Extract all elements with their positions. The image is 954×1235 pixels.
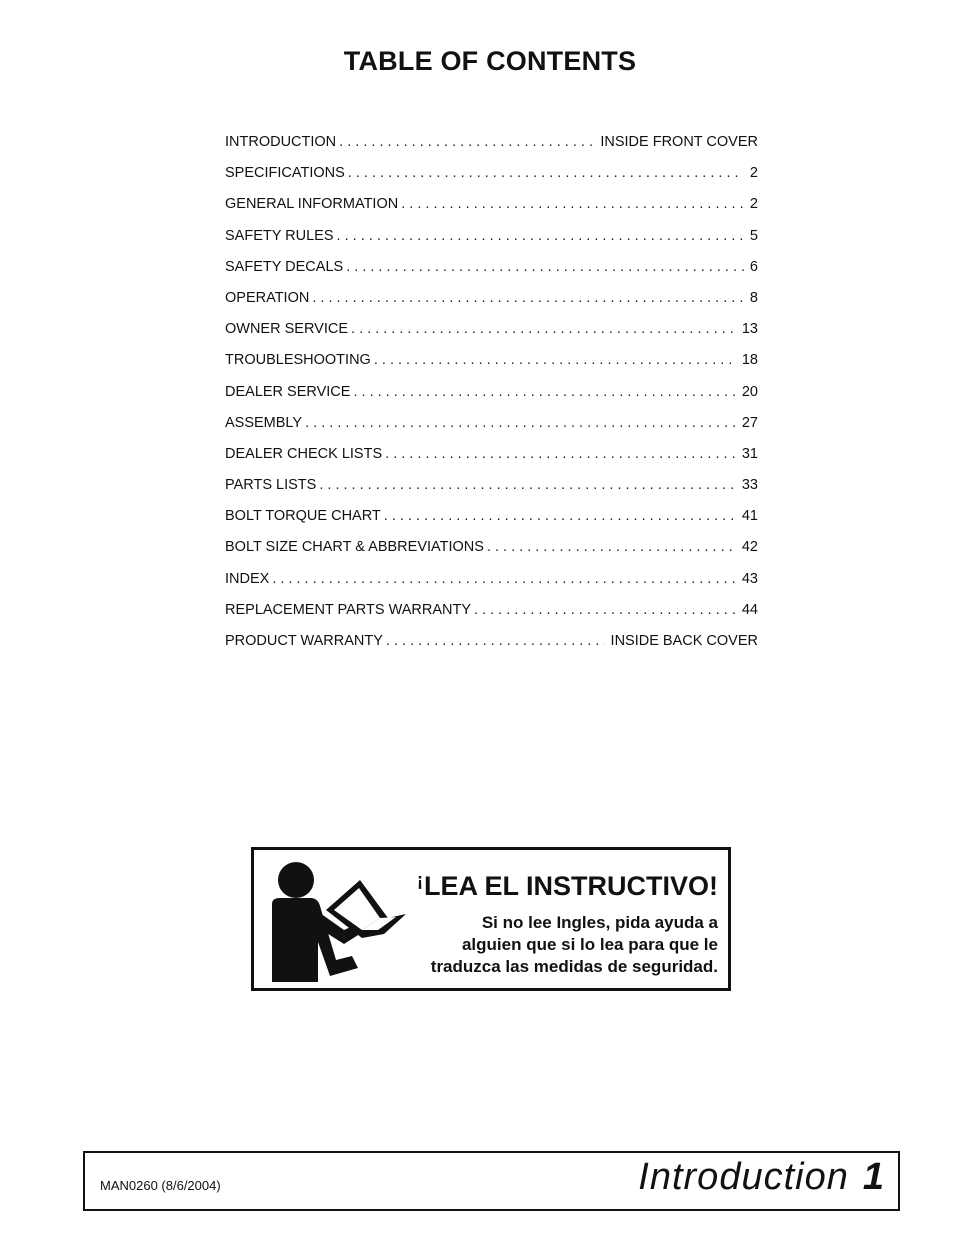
toc-entry-replacement-parts-warranty [225,602,758,633]
toc-leader-dots [309,290,744,306]
toc-page: 27 [741,414,758,431]
toc-entry-safety-decals [225,259,758,290]
toc-entry-owner-service [225,321,758,352]
toc-leader-dots [348,321,736,337]
toc-leader-dots [371,352,736,368]
toc-label: OWNER SERVICE [225,321,349,338]
inverted-exclamation: ¡ [416,870,423,890]
toc-entry-troubleshooting [225,352,758,383]
toc-label: INTRODUCTION [225,134,337,150]
toc-leader-dots [350,384,735,400]
warning-line: traduzca las medidas de seguridad. [430,957,718,976]
toc-leader-dots [398,196,744,212]
toc-label: DEALER SERVICE [225,383,351,400]
toc-entry-index [225,571,758,602]
toc-entry-introduction [225,134,758,165]
footer-section-title [638,1156,884,1199]
toc-entry-parts-lists [225,477,758,508]
toc-label: BOLT TORQUE CHART [225,508,381,525]
toc-entry-product-warranty [225,633,758,664]
toc-leader-dots [383,633,605,649]
read-manual-warning-decal [251,847,731,991]
warning-heading [417,870,718,902]
toc-page: 2 [749,196,758,213]
toc-page: 18 [741,352,758,369]
toc-page: 33 [741,477,758,494]
warning-line: Si no lee Ingles, pida ayuda a [481,913,718,932]
toc-label: GENERAL INFORMATION [225,196,399,213]
toc-page: 41 [741,508,758,525]
toc-label: INDEX [225,570,270,587]
toc-page: 13 [741,321,758,338]
toc-entry-operation [225,290,758,321]
toc-page: INSIDE FRONT COVER [600,134,758,150]
warning-line: alguien que si lo lea para que le [461,935,718,954]
toc-label: TROUBLESHOOTING [225,352,371,369]
toc-leader-dots [471,602,736,618]
toc-label: SAFETY DECALS [225,258,344,275]
toc-leader-dots [269,571,736,587]
toc-label: OPERATION [225,289,310,306]
toc-page: 20 [741,383,758,400]
page-footer [83,1151,900,1211]
toc-entry-safety-rules [225,228,758,259]
toc-leader-dots [302,415,736,431]
toc-page: 8 [749,289,758,306]
toc-page: 44 [741,601,758,618]
section-name: Introduction [638,1156,849,1198]
toc-page: 42 [741,539,758,556]
toc-leader-dots [484,539,736,555]
toc-entry-general-information [225,196,758,227]
toc-entry-dealer-check-lists [225,446,758,477]
toc-page: 31 [741,445,758,462]
page-number: 1 [862,1156,884,1198]
toc-label: PARTS LISTS [225,477,317,494]
manual-code: MAN0260 (8/6/2004) [100,1178,221,1193]
toc-leader-dots [345,165,744,181]
toc-label: DEALER CHECK LISTS [225,445,383,462]
page-title: TABLE OF CONTENTS [343,46,637,76]
toc-label: ASSEMBLY [225,414,303,431]
toc-leader-dots [343,259,744,275]
toc-leader-dots [381,508,736,524]
toc-page: INSIDE BACK COVER [610,633,758,649]
toc-leader-dots [316,477,736,493]
toc-label: REPLACEMENT PARTS WARRANTY [225,601,472,618]
toc-entry-specifications [225,165,758,196]
table-of-contents [225,134,758,664]
toc-entry-dealer-service [225,384,758,415]
toc-leader-dots [382,446,736,462]
toc-label: PRODUCT WARRANTY [225,633,383,649]
warning-body [378,912,718,978]
toc-leader-dots [334,228,744,244]
toc-entry-assembly [225,415,758,446]
toc-page: 2 [749,165,758,182]
toc-entry-bolt-size-chart [225,539,758,570]
toc-page: 43 [741,570,758,587]
toc-leader-dots [336,134,594,150]
toc-page: 5 [749,227,758,244]
toc-label: SPECIFICATIONS [225,165,345,182]
toc-entry-bolt-torque-chart [225,508,758,539]
toc-label: BOLT SIZE CHART & ABBREVIATIONS [225,539,484,556]
toc-label: SAFETY RULES [225,227,334,244]
warning-heading-text: LEA EL INSTRUCTIVO! [423,871,718,901]
toc-page: 6 [749,258,758,275]
